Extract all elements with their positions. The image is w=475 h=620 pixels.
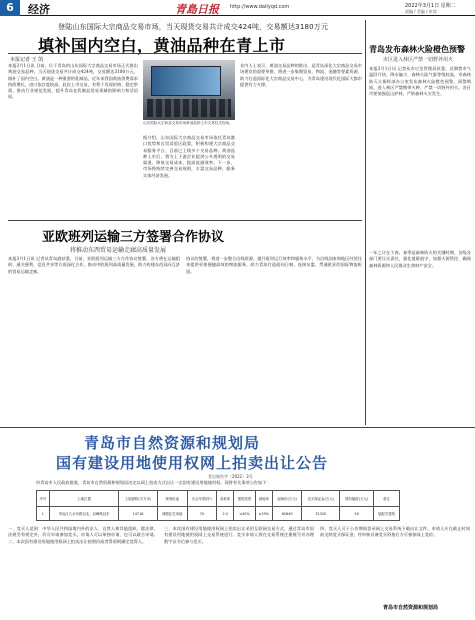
table-header-cell: 增价幅度(万元) [340, 491, 374, 507]
table-header-cell: 建筑密度 [234, 491, 255, 507]
table-cell: 50 [340, 507, 374, 521]
notice-issuer: 青岛市自然资源和规划局 [383, 605, 439, 611]
table-cell: 70 [187, 507, 216, 521]
right-article-title: 青岛发布森林火险橙色预警 [369, 45, 465, 54]
notice-headline-line1: 青岛市自然资源和规划局 [84, 434, 261, 452]
table-header-cell: 土地位置 [49, 491, 119, 507]
table-header-cell: 序号 [37, 491, 50, 507]
right-article-subtitle: 市区进入林区严禁一切野外用火 [383, 57, 454, 63]
table-cell: 31320 [302, 507, 340, 521]
article1-column-3: 业内人士表示，黄油交易品种的推出，是青岛深化大宗商品交易市场建设的重要举措，将进一步集聚贸易、物流、金融等要素资源，助力打造国际化大宗商品交易中心，为青岛建设现代化国际大都市提供有力支撑。 [240, 63, 362, 87]
article1-column-1: 本报3月1日讯 日前，位于青岛的山东国际大宗商品交易市场正式推出黄油交易品种。当天现货交易共计成交424吨，交易额达3180万元，填补了国内空白。黄油是一种重要的乳制品，近年来我国黄油消费需求持续增长，进口依存度较高。此次上市交易，有利于发现价格、稳定供需，推动行业规范发展，提升青岛在乳制品贸易领域的影响力和话语权。 [8, 63, 138, 100]
issue-date: 2022年3月1日 星期二 [405, 3, 456, 9]
notice-body-left: 一、竞买人范围：中华人民共和国境内外的法人、自然人和其他组织，除法律、法规另有规定外，均可申请参加竞买。申请人可以单独申请，也可以联合申请。二、本次国有建设用地使用权网上拍卖出让按照价高者得原则确定竞得人。 [8, 526, 158, 544]
notice-intro: 经青岛市人民政府批准，青岛市自然资源和规划局决定以网上拍卖方式出让一宗国有建设用地使用权。现将有关事项公告如下： [36, 480, 271, 485]
notice-headline-line2: 国有建设用地使用权网上拍卖出让公告 [56, 454, 329, 472]
article2-column-1: 本报3月1日讯 记者从青岛港获悉，日前，亚欧班列运输三方合作协议签署，各方将在运输组织、通关便利、信息共享等方面深化合作，推动中欧班列高质量发展，助力构建东西双向互济的贸易运输走廊。 [8, 256, 180, 274]
article1-kicker: 登陆山东国际大宗商品交易市场，当天现货交易共计成交424吨，交易额达3180万元 [58, 23, 329, 31]
article1-photo-caption: 山东国际大宗商品交易市场黄油品种上市交易仪式现场。 [143, 121, 233, 125]
table-header-cell: 规划用途 [157, 491, 187, 507]
photo-crowd [147, 99, 231, 117]
newspaper-logo: 青島日报 [175, 3, 219, 16]
editor-credits: 责编 / 美编 / 审读 [405, 9, 437, 14]
table-header-row [37, 491, 400, 507]
table-header-cell: 出让年限(年) [187, 491, 216, 507]
table-header-cell: 备注 [374, 491, 400, 507]
table-row [37, 507, 400, 521]
table-header-cell: 容积率 [217, 491, 234, 507]
photo-screen [151, 66, 221, 96]
table-header-cell: 绿地率 [255, 491, 272, 507]
right-article-column-1: 本报3月1日讯 记者从市应急管理局获悉，近期我市气温回升快，降水偏少，森林火险气象等级较高，市森林防灭火指挥部办公室发布森林火险橙色预警。预警期间，进入林区严禁携带火种，严禁一切野外用火。各区市要加强巡山护林，严防森林火灾发生。 [369, 66, 471, 97]
table-header-cell: 竞买保证金(万元) [302, 491, 340, 507]
article1-column-2: 据介绍，山东国际大宗商品交易市场依托青岛港口优势和自贸试验区政策，积极构建大宗商品交易服务平台，目前已上线多个交易品种。黄油品种上市后，将为上下游企业提供公开透明的交易渠道，降低交易成本，提高流通效率。下一步，市场将持续完善交易规则，丰富交易品种，服务实体经济发展。 [143, 135, 235, 178]
table-cell: 李沧区九水东路以北、双峰路以东 [49, 507, 119, 521]
table-cell: 装配式建筑 [374, 507, 400, 521]
table-cell: 城镇住宅用地 [157, 507, 187, 521]
notice-number: 青自规告字〔2022〕3号 [208, 474, 253, 479]
column-divider [365, 20, 366, 425]
table-cell: ≥35% [255, 507, 272, 521]
notice-body-middle: 三、本次国有建设用地使用权网上拍卖出让采用互联网交易方式，通过青岛市国有建设用地使用权网上交易系统进行。竞买申请人须在交易系统注册账号并办理数字证书后参与竞买。 [164, 526, 314, 544]
section-name: 经济 [28, 3, 50, 16]
article2-headline: 亚欧班列运输三方签署合作协议 [42, 230, 225, 245]
page-number: 6 [0, 0, 20, 16]
article1-headline: 填补国内空白，黄油品种在青上市 [38, 36, 286, 55]
divider [8, 53, 362, 54]
table-cell: ≤30% [234, 507, 255, 521]
article1-byline: 本报记者 王 凯 [10, 57, 44, 63]
right-article-column-2: 一年之计在于春。春季是森林防火的关键时期，各级各部门要压实责任，强化值班值守，加强火源管控，确保森林资源和人民群众生命财产安全。 [369, 250, 471, 268]
table-header-cell: 土地面积(平方米) [119, 491, 157, 507]
newspaper-url[interactable]: http://www.dailyqd.com [230, 4, 290, 10]
divider [8, 220, 362, 221]
masthead [0, 0, 475, 16]
section-divider [0, 427, 475, 428]
article2-subhead: 将推动东西贸易运输走廊高质量发展 [70, 247, 167, 254]
notice-body-right: 四、竞买人可于公告期间登录网上交易系统下载出让文件。申请人应在截止时间前交纳竞买保证金，经审核具备竞买资格后方可参加网上竞价。 [320, 526, 470, 538]
article2-column-2: 协议的签署，将进一步整合沿线资源，提升班列运行效率和服务水平，为沿线国家和地区经贸往来提供更加便捷高效的物流服务，助力青岛打造面向日韩、连接东盟、贯通欧亚的国际物流枢纽。 [186, 256, 362, 274]
table-cell: 62640 [272, 507, 301, 521]
table-cell: 2.0 [217, 507, 234, 521]
table-cell: 1 [37, 507, 50, 521]
article1-photo [143, 60, 235, 120]
table-cell: 14718 [119, 507, 157, 521]
land-parcel-table [36, 490, 400, 521]
table-header-cell: 起始价(万元) [272, 491, 301, 507]
